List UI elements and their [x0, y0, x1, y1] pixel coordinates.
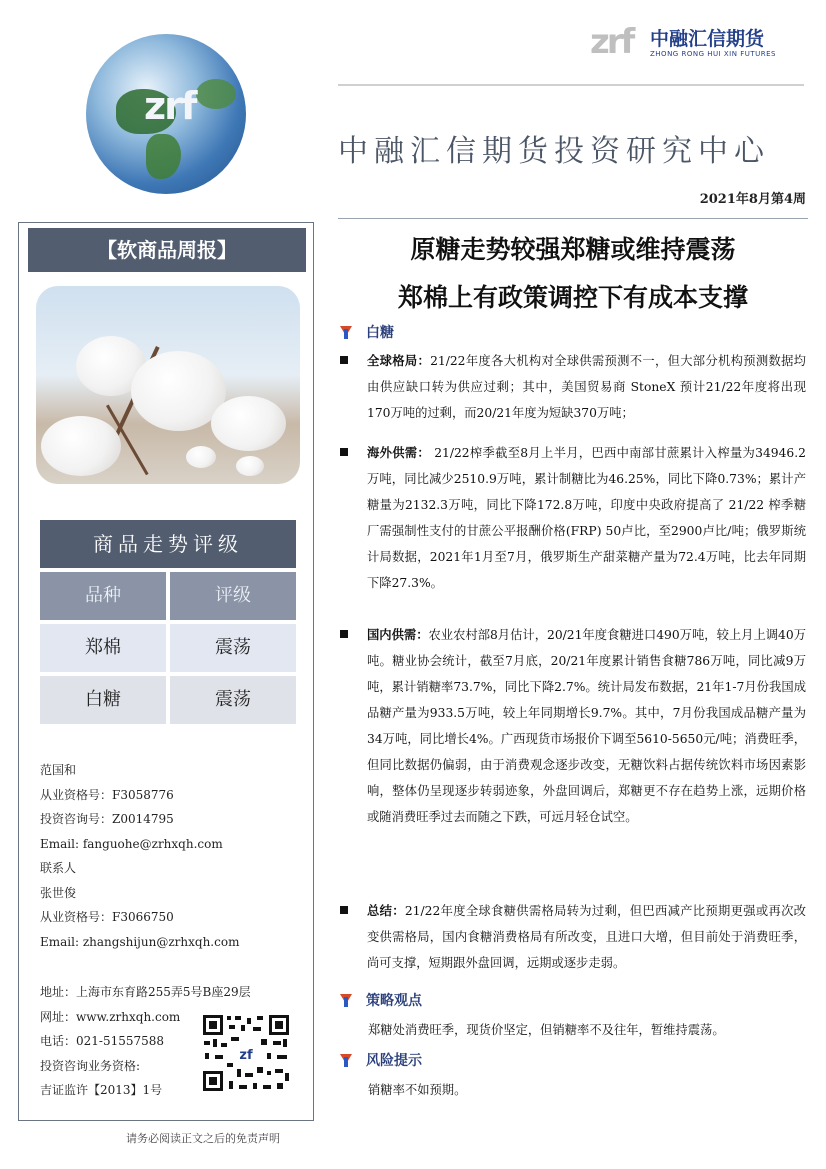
research-center-title: 中融汇信期货投资研究中心 — [338, 134, 770, 169]
rating-value-cell: 震荡 — [170, 676, 296, 724]
bullet-paragraph-global — [340, 348, 806, 426]
cotton-photo — [36, 286, 300, 484]
analyst-email[interactable]: Email: fanguohe@zrhxqh.com — [40, 836, 223, 851]
risk-text: 销糖率不如预期。 — [368, 1083, 467, 1097]
company-logo — [590, 22, 790, 66]
globe-mark: zrf — [144, 84, 196, 128]
header-divider — [338, 84, 804, 86]
qr-code-image — [201, 1013, 291, 1093]
rating-table-title: 商品走势评级 — [40, 520, 296, 568]
bullet-paragraph-overseas — [340, 440, 806, 596]
globe-land — [196, 79, 236, 109]
logo-mark: zrf — [590, 22, 633, 62]
bullet-square-icon — [340, 906, 348, 914]
section-label: 风险提示 — [366, 1053, 422, 1069]
report-type-banner: 【软商品周报】 — [28, 228, 306, 272]
paragraph-text: 21/22榨季截至8月上半月，巴西中南部甘蔗累计入榨量为34946.2万吨，同比减少2510.9万吨，累计制糖比为46.25%，同比下降0.73%；累计产糖量为2132.3万吨，同比下降172.8万吨，印度中央政府提高了 21/22 榨季糖厂需强制性支付的甘蔗公平报酬价格(FRP) 50卢比，至2900卢比/吨；俄罗斯统计局数据，2021年1月至7月，俄罗斯生产甜菜糖产量为72.4万吨，比去年同期下降27.3%。 — [367, 446, 806, 590]
logo-chinese-name: 中融汇信期货 — [650, 28, 765, 50]
section-label: 白糖 — [366, 325, 394, 341]
cotton-boll — [41, 416, 121, 476]
contact-name: 张世俊 — [40, 885, 77, 900]
svg-text:zf: zf — [239, 1048, 253, 1063]
section-heading-risk — [338, 1050, 422, 1070]
license-number: 吉证监许【2013】1号 — [40, 1083, 163, 1097]
company-phone: 电话：021-51557588 — [40, 1034, 165, 1048]
paragraph-label: 全球格局： — [367, 353, 431, 368]
paragraph-label: 海外供需： — [367, 445, 430, 460]
qualification-number: 从业资格号：F3058776 — [40, 787, 174, 802]
cotton-boll — [236, 456, 264, 476]
section-heading-strategy — [338, 990, 422, 1010]
cotton-boll — [211, 396, 286, 451]
cotton-boll — [186, 446, 216, 468]
report-title-line-1: 原糖走势较强郑糖或维持震荡 — [410, 235, 736, 264]
contact-qualification-number: 从业资格号：F3066750 — [40, 910, 174, 924]
section-arrow-icon — [338, 993, 352, 1007]
license-label: 投资咨询业务资格: — [40, 1058, 141, 1073]
contact-label: 联系人 — [40, 861, 77, 875]
report-date: 2021年8月第4周 — [699, 192, 806, 207]
paragraph-text: 21/22年度各大机构对全球供需预测不一，但大部分机构预测数据均由供应缺口转为供应过剩；其中，美国贸易商 StoneX 预计21/22年度将出现170万吨的过剩，而20/21年度为短缺370万吨； — [367, 354, 806, 420]
bullet-paragraph-domestic — [340, 622, 806, 830]
date-divider — [338, 218, 808, 219]
rating-product-cell: 白糖 — [40, 676, 166, 724]
paragraph-text: 农业农村部8月估计，20/21年度食糖进口490万吨，较上月上调40万吨。糖业协会统计，截至7月底，20/21年度累计销售食糖786万吨，同比减9万吨，累计销糖率73.7%，同比下降2.7%。统计局发布数据，21年1-7月份我国成品糖产量为933.5万吨，较上年同期增长9.7%。其中，7月份我国成品糖产量为34万吨，同比增长4%。广西现货市场报价下调至5610-5650元/吨；消费旺季，但同比数据仍偏弱，由于消费观念逐步改变，无糖饮料占据传统饮料市场因素影响，整体仍呈现逐步转弱迹象，外盘回调后，郑糖更不存在趋势上涨，远期价格或随消费旺季过去而随之下跌，可远月轻仓试空。 — [367, 628, 807, 824]
analyst-contacts — [40, 758, 310, 954]
contact-email[interactable]: Email: zhangshijun@zrhxqh.com — [40, 934, 240, 949]
globe-logo-image — [86, 34, 246, 194]
paragraph-text: 21/22年度全球食糖供需格局转为过剩，但巴西减产比预期更强或再次改变供需格局，国内食糖消费格局有所改变，且进口大增，但目前处于消费旺季，尚可支撑，短期跟外盘回调，远期或逐步走弱。 — [367, 904, 806, 970]
consulting-number: 投资咨询号：Z0014795 — [40, 812, 174, 826]
bullet-square-icon — [340, 448, 348, 456]
bullet-paragraph-summary — [340, 898, 806, 976]
strategy-text: 郑糖处消费旺季，现货价坚定，但销糖率不及往年，暂维持震荡。 — [368, 1023, 725, 1037]
bullet-square-icon — [340, 630, 348, 638]
section-label: 策略观点 — [366, 993, 422, 1009]
section-arrow-icon — [338, 325, 352, 339]
bullet-square-icon — [340, 356, 348, 364]
rating-value-cell: 震荡 — [170, 624, 296, 672]
company-address: 地址：上海市东育路255弄5号B座29层 — [40, 985, 251, 999]
paragraph-label: 国内供需： — [367, 627, 429, 642]
company-website[interactable]: 网址：www.zrhxqh.com — [40, 1009, 181, 1024]
rating-header-rating: 评级 — [170, 572, 296, 620]
rating-product-cell: 郑棉 — [40, 624, 166, 672]
section-heading-sugar — [338, 322, 394, 342]
globe-land — [146, 134, 181, 179]
report-title-line-2: 郑棉上有政策调控下有成本支撑 — [397, 283, 748, 312]
section-arrow-icon — [338, 1053, 352, 1067]
paragraph-label: 总结： — [367, 903, 405, 918]
rating-header-product: 品种 — [40, 572, 166, 620]
analyst-name: 范国和 — [40, 763, 77, 777]
logo-english-name: ZHONG RONG HUI XIN FUTURES — [650, 50, 776, 58]
disclaimer-note: 请务必阅读正文之后的免责声明 — [126, 1132, 280, 1145]
